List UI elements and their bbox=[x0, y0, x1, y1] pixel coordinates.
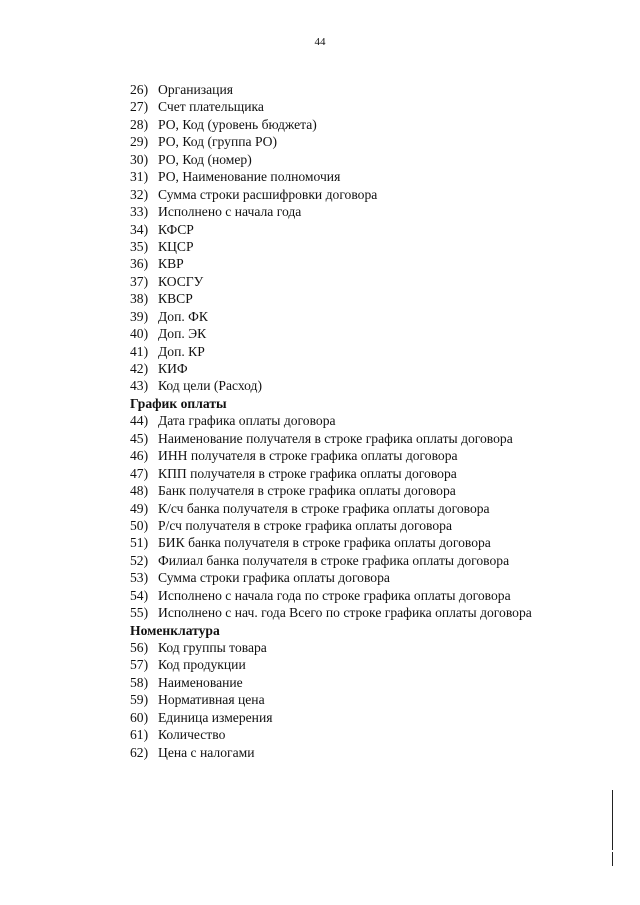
list-item bbox=[130, 360, 600, 377]
item-text: Организация bbox=[158, 82, 233, 97]
section-heading: Номенклатура bbox=[130, 622, 220, 638]
item-text: Доп. ФК bbox=[158, 308, 208, 324]
item-number: 29) bbox=[130, 134, 149, 150]
list-item bbox=[130, 709, 600, 726]
list-item bbox=[130, 412, 600, 429]
item-number: 41) bbox=[130, 343, 149, 359]
item-text: Код продукции bbox=[158, 657, 246, 673]
item-text: БИК банка получателя в строке графика оплаты договора bbox=[158, 535, 491, 551]
item-number: 48) bbox=[130, 483, 149, 499]
list-item bbox=[130, 552, 600, 569]
item-number: 40) bbox=[130, 326, 149, 342]
item-number: 55) bbox=[130, 605, 149, 621]
list-item bbox=[130, 203, 600, 220]
item-number: 56) bbox=[130, 640, 149, 655]
item-text: Дата графика оплаты договора bbox=[158, 413, 336, 429]
item-number: 58) bbox=[130, 674, 149, 690]
list-item bbox=[130, 343, 600, 360]
item-text: РО, Наименование полномочия bbox=[158, 169, 341, 185]
list-item bbox=[130, 674, 600, 691]
item-text: РО, Код (группа РО) bbox=[158, 134, 278, 150]
list-item bbox=[130, 517, 600, 534]
list-item bbox=[130, 534, 600, 551]
list-item bbox=[130, 744, 600, 761]
item-number: 27) bbox=[130, 99, 149, 115]
item-text: Исполнено с начала года по строке графика оплаты договора bbox=[158, 587, 511, 603]
item-number: 33) bbox=[130, 204, 149, 220]
list-item bbox=[130, 500, 600, 517]
item-text: Филиал банка получателя в строке графика оплаты договора bbox=[158, 552, 510, 568]
field-list bbox=[130, 81, 600, 761]
list-item bbox=[130, 377, 600, 394]
item-number: 49) bbox=[130, 500, 149, 516]
list-item bbox=[130, 81, 600, 98]
page-number: 44 bbox=[314, 36, 326, 48]
list-item bbox=[130, 587, 600, 604]
item-text: КЦСР bbox=[158, 238, 194, 254]
list-item bbox=[130, 290, 600, 307]
list-item bbox=[130, 325, 600, 342]
item-number: 26) bbox=[130, 82, 149, 97]
list-item bbox=[130, 186, 600, 203]
item-number: 44) bbox=[130, 413, 149, 429]
item-number: 62) bbox=[130, 744, 149, 760]
item-text: Цена с налогами bbox=[158, 744, 255, 760]
item-number: 42) bbox=[130, 361, 149, 376]
item-number: 32) bbox=[130, 186, 149, 202]
list-item bbox=[130, 726, 600, 743]
item-number: 50) bbox=[130, 517, 149, 533]
item-number: 59) bbox=[130, 692, 149, 708]
item-number: 37) bbox=[130, 273, 149, 289]
list-item bbox=[130, 133, 600, 150]
list-item bbox=[130, 151, 600, 168]
item-text: КВСР bbox=[158, 291, 193, 307]
item-text: Банк получателя в строке графика оплаты договора bbox=[158, 483, 456, 499]
item-text: Наименование получателя в строке графика оплаты договора bbox=[158, 430, 513, 446]
item-number: 61) bbox=[130, 727, 149, 743]
list-item bbox=[130, 430, 600, 447]
item-number: 46) bbox=[130, 448, 149, 464]
item-text: ИНН получателя в строке графика оплаты договора bbox=[158, 448, 458, 464]
item-number: 47) bbox=[130, 465, 149, 481]
item-text: Исполнено с начала года bbox=[158, 204, 302, 220]
item-text: Код цели (Расход) bbox=[158, 378, 262, 394]
item-text: КОСГУ bbox=[158, 273, 204, 289]
item-number: 60) bbox=[130, 709, 149, 725]
list-item bbox=[130, 691, 600, 708]
item-number: 31) bbox=[130, 169, 149, 185]
list-item bbox=[130, 308, 600, 325]
item-text: КПП получателя в строке графика оплаты договора bbox=[158, 465, 457, 481]
list-item bbox=[130, 168, 600, 185]
item-text: Сумма строки расшифровки договора bbox=[158, 186, 378, 202]
item-text: РО, Код (номер) bbox=[158, 151, 252, 167]
list-item bbox=[130, 221, 600, 238]
list-item bbox=[130, 98, 600, 115]
list-item bbox=[130, 604, 600, 621]
list-item bbox=[130, 255, 600, 272]
item-number: 53) bbox=[130, 570, 149, 586]
item-number: 43) bbox=[130, 378, 149, 394]
item-number: 38) bbox=[130, 291, 149, 307]
item-number: 57) bbox=[130, 657, 149, 673]
item-text: Нормативная цена bbox=[158, 692, 265, 708]
list-item bbox=[130, 273, 600, 290]
item-number: 34) bbox=[130, 221, 149, 237]
list-item bbox=[130, 465, 600, 482]
list-item bbox=[130, 116, 600, 133]
item-text: Количество bbox=[158, 727, 226, 743]
item-text: Доп. КР bbox=[158, 343, 205, 359]
item-number: 51) bbox=[130, 535, 149, 551]
item-text: Наименование bbox=[158, 674, 243, 690]
item-text: Сумма строки графика оплаты договора bbox=[158, 570, 390, 586]
item-text: Р/сч получателя в строке графика оплаты договора bbox=[158, 517, 453, 533]
list-item bbox=[130, 447, 600, 464]
item-number: 54) bbox=[130, 587, 149, 603]
item-text: РО, Код (уровень бюджета) bbox=[158, 116, 317, 132]
list-item bbox=[130, 569, 600, 586]
item-text: К/сч банка получателя в строке графика оплаты договора bbox=[158, 500, 490, 516]
item-text: Доп. ЭК bbox=[158, 326, 207, 342]
item-text: Исполнено с нач. года Всего по строке графика оплаты договора bbox=[158, 605, 532, 621]
item-number: 28) bbox=[130, 116, 149, 132]
list-item bbox=[130, 656, 600, 673]
item-text: Счет плательщика bbox=[158, 99, 264, 115]
item-number: 39) bbox=[130, 308, 149, 324]
item-text: КИФ bbox=[158, 361, 188, 376]
list-item bbox=[130, 238, 600, 255]
item-text: Единица измерения bbox=[158, 709, 273, 725]
item-text: Код группы товара bbox=[158, 640, 267, 655]
item-number: 36) bbox=[130, 256, 149, 272]
list-item bbox=[130, 639, 600, 656]
item-text: КФСР bbox=[158, 221, 194, 237]
item-number: 35) bbox=[130, 238, 149, 254]
list-item bbox=[130, 482, 600, 499]
margin-mark-line bbox=[612, 790, 613, 850]
item-number: 30) bbox=[130, 151, 149, 167]
section-heading: График оплаты bbox=[130, 395, 227, 411]
item-number: 52) bbox=[130, 552, 149, 568]
item-text: КВР bbox=[158, 256, 184, 272]
margin-mark-tick bbox=[612, 852, 613, 866]
item-number: 45) bbox=[130, 430, 149, 446]
